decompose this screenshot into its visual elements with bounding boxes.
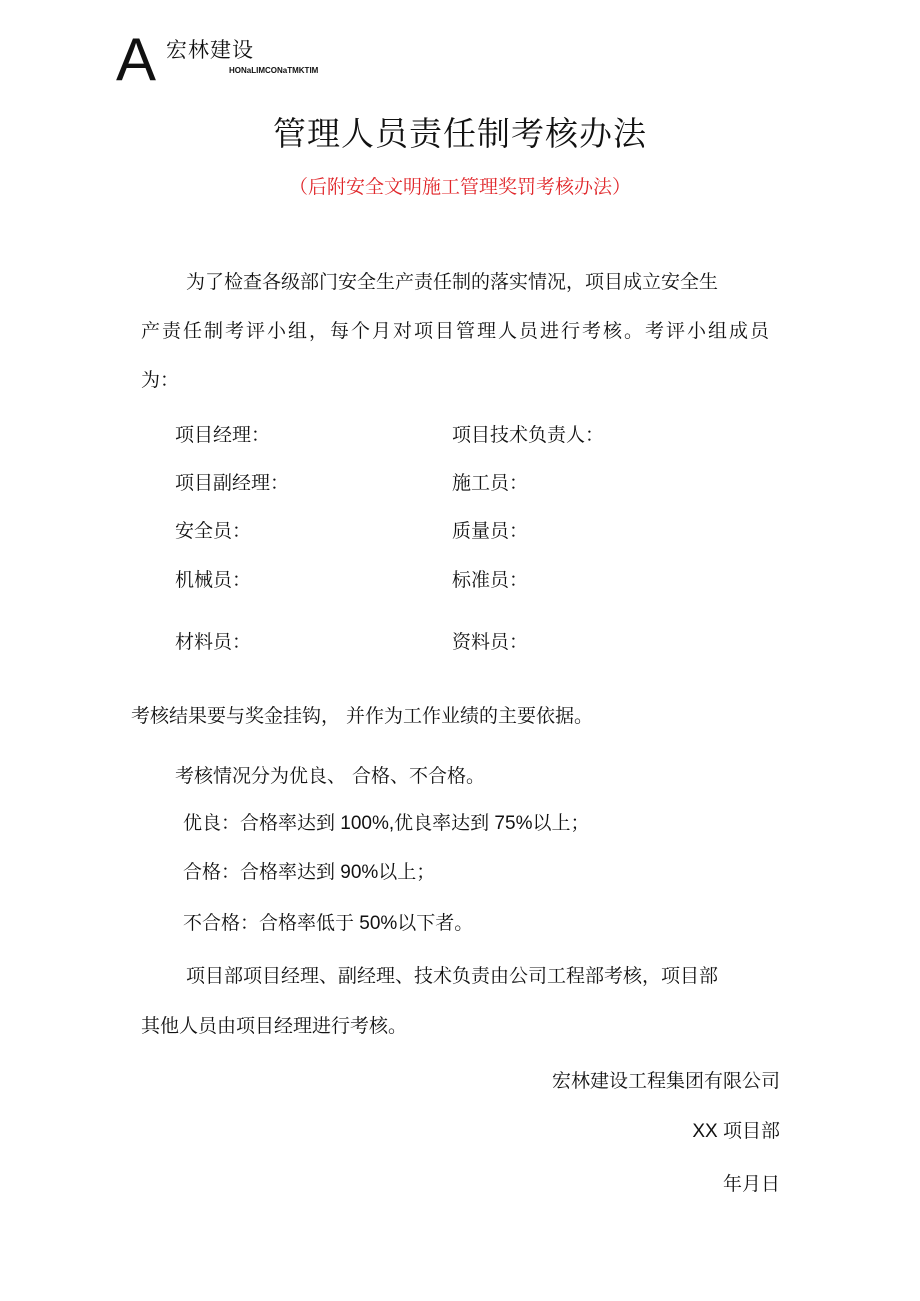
result-note: 考核结果要与奖金挂钩， 并作为工作业绩的主要依据。 [131, 705, 594, 727]
member-standards-officer: 标准员： [452, 569, 529, 591]
intro-line-1: 为了检查各级部门安全生产责任制的落实情况，项目成立安全生 [186, 271, 719, 293]
signature-company: 宏林建设工程集团有限公司 [551, 1070, 780, 1092]
member-materials-officer: 材料员： [175, 631, 252, 653]
document-subtitle: （后附安全文明施工管理奖罚考核办法） [288, 176, 631, 198]
logo-company-name: 宏林建设 [166, 38, 254, 62]
intro-line-2: 产责任制考评小组，每个月对项目管理人员进行考核。考评小组成员 [141, 320, 772, 342]
member-documents-officer: 资料员： [452, 631, 529, 653]
signature-department: XX 项目部 [692, 1121, 780, 1142]
member-project-manager: 项目经理： [175, 424, 271, 446]
member-construction-officer: 施工员： [452, 472, 529, 494]
signature-date: 年月日 [722, 1173, 780, 1195]
member-quality-officer: 质量员： [452, 520, 529, 542]
intro-line-3: 为： [141, 369, 180, 391]
grading-intro: 考核情况分为优良、 合格、不合格。 [175, 765, 486, 787]
assessment-line-2: 其他人员由项目经理进行考核。 [141, 1015, 408, 1037]
grading-pass: 合格：合格率达到 90%以上； [183, 862, 436, 883]
member-machinery-officer: 机械员： [175, 569, 252, 591]
logo-letter: A [116, 26, 157, 93]
document-title: 管理人员责任制考核办法 [273, 114, 647, 153]
member-safety-officer: 安全员： [175, 520, 252, 542]
member-technical-lead: 项目技术负责人： [452, 424, 605, 446]
grading-fail: 不合格：合格率低于 50%以下者。 [183, 913, 474, 934]
logo-company-en: HONaLIMCONaTMKTIM [229, 66, 319, 75]
member-deputy-manager: 项目副经理： [175, 472, 290, 494]
grading-excellent: 优良：合格率达到 100%,优良率达到 75%以上； [183, 813, 590, 834]
assessment-line-1: 项目部项目经理、副经理、技术负责由公司工程部考核，项目部 [186, 965, 719, 987]
